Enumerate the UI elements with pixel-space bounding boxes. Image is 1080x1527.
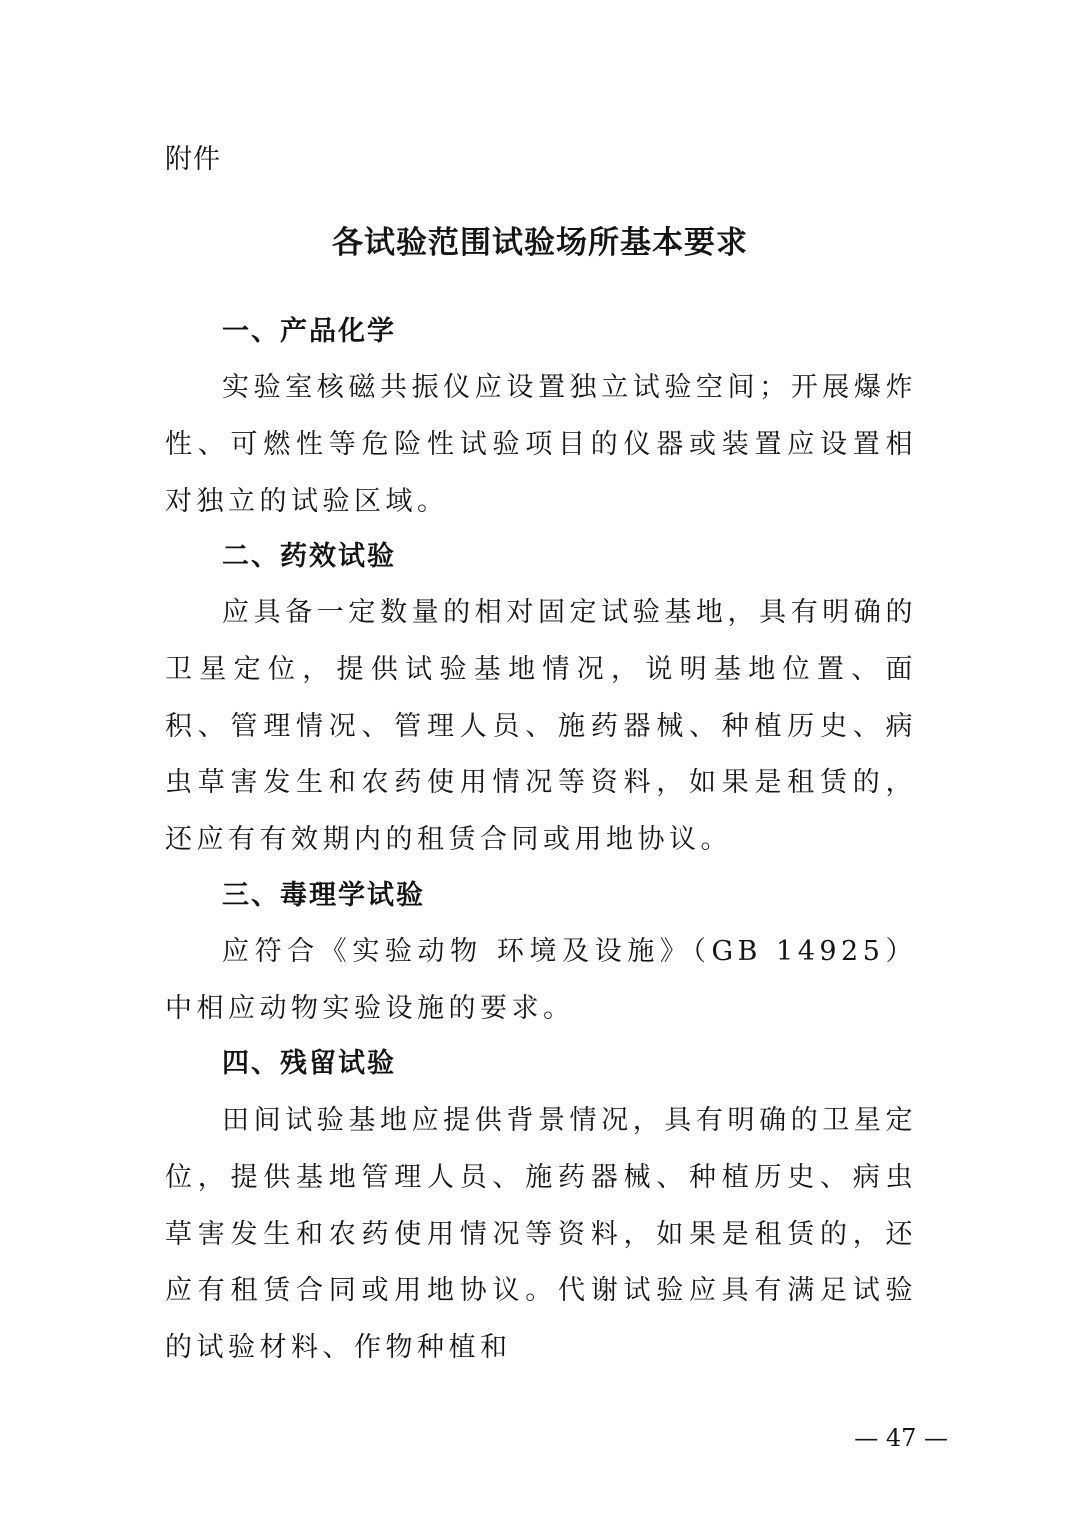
section-heading-efficacy-trial: 二、药效试验 [222, 541, 396, 572]
section-body-toxicology-trial: 应符合《实验动物 环境及设施》（GB 14925）中相应动物实验设施的要求。 [165, 936, 917, 1024]
section-heading-toxicology-trial: 三、毒理学试验 [222, 880, 425, 911]
section-body-efficacy-trial: 应具备一定数量的相对固定试验基地，具有明确的卫星定位，提供试验基地情况，说明基地位置、面积、管理情况、管理人员、施药器械、种植历史、病虫草害发生和农药使用情况等资料，如果是租赁的，还应有有效期内的租赁合同或用地协议。 [165, 597, 917, 856]
section-body-residue-trial: 田间试验基地应提供背景情况，具有明确的卫星定位，提供基地管理人员、施药器械、种植历史、病虫草害发生和农药使用情况等资料，如果是租赁的，还应有租赁合同或用地协议。代谢试验应具有满足试验的试验材料、作物种植和 [165, 1105, 917, 1364]
page-number: — 47 — [854, 1424, 948, 1452]
document-title: 各试验范围试验场所基本要求 [332, 225, 748, 261]
section-body-product-chemistry: 实验室核磁共振仪应设置独立试验空间；开展爆炸性、可燃性等危险性试验项目的仪器或装置应设置相对独立的试验区域。 [165, 372, 917, 517]
section-heading-product-chemistry: 一、产品化学 [222, 316, 396, 347]
section-heading-residue-trial: 四、残留试验 [222, 1048, 396, 1079]
attachment-label: 附件 [165, 144, 221, 175]
